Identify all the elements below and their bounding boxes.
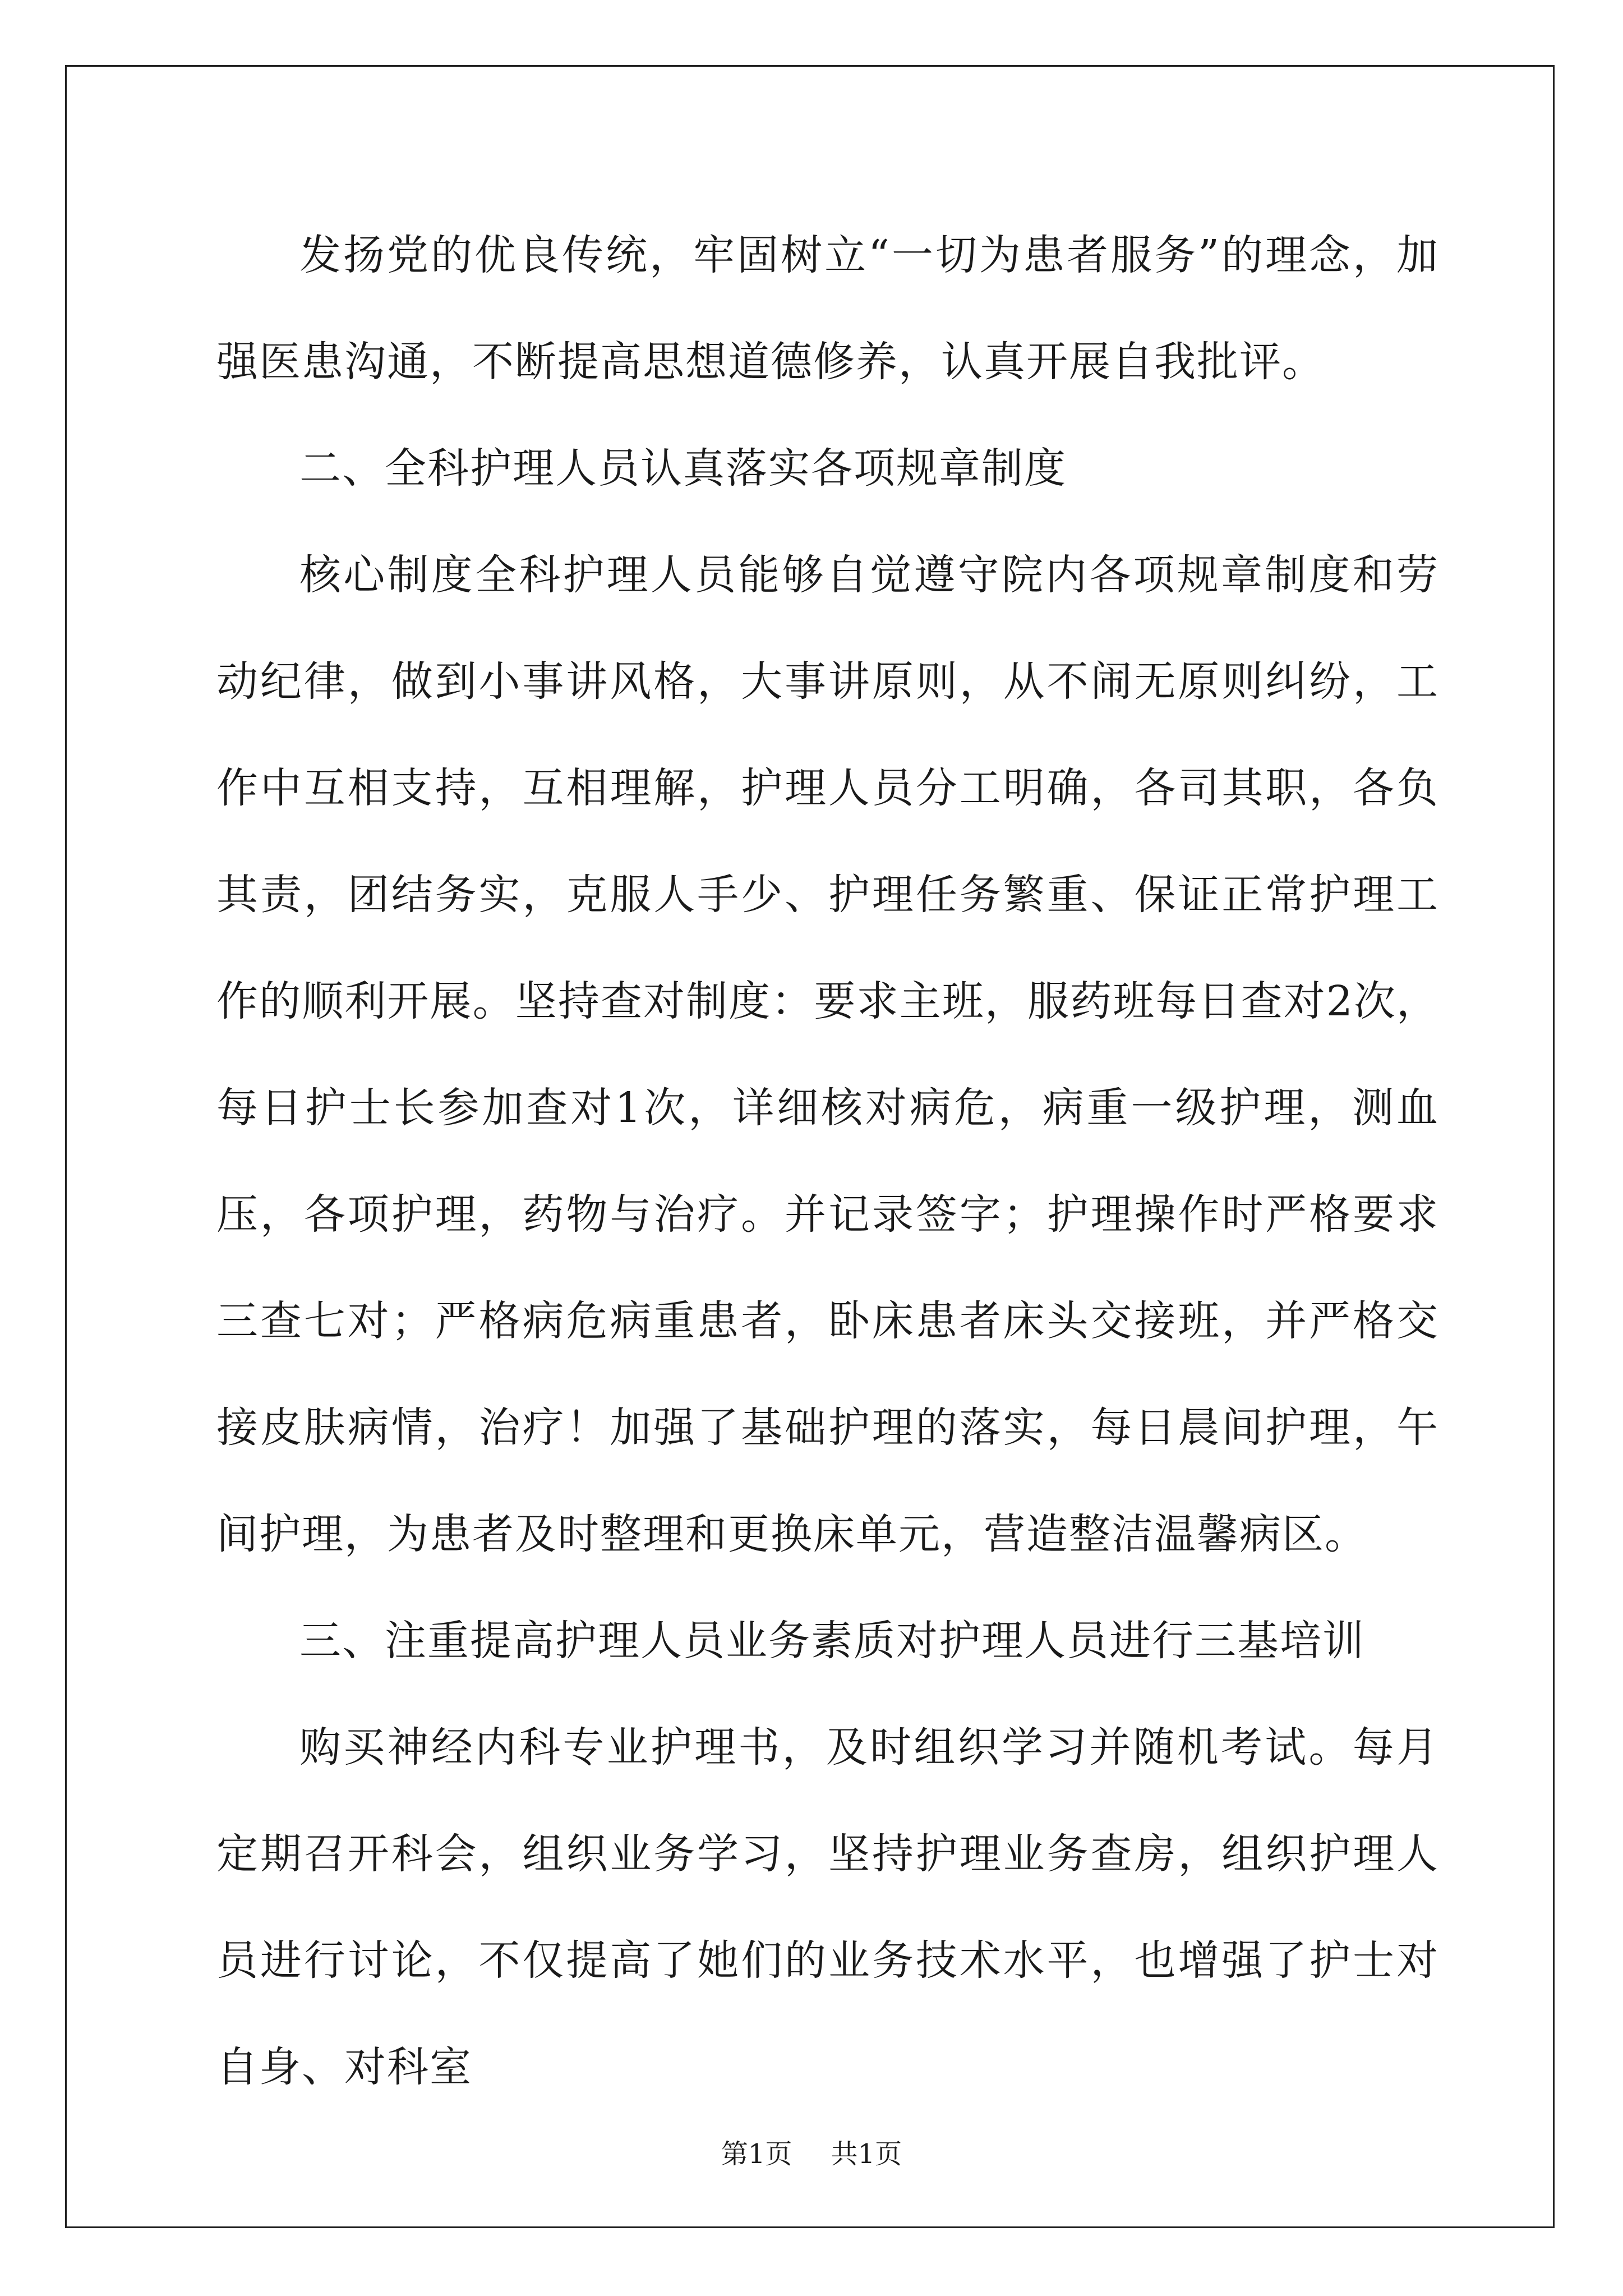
page-number: 第1页	[721, 2138, 792, 2170]
paragraph-intro: 发扬党的优良传统，牢固树立“一切为患者服务”的理念，加强医患沟通，不断提高思想道德修养，认真开展自我批评。	[216, 231, 1439, 386]
section-heading-2: 二、全科护理人员认真落实各项规章制度	[299, 444, 1067, 493]
document-body	[216, 202, 1439, 2120]
paragraph-training: 购买神经内科专业护理书，及时组织学习并随机考试。每月定期召开科会，组织业务学习，坚持护理业务查房，组织护理人员进行讨论，不仅提高了她们的业务技术水平，也增强了护士对自身、对科室	[216, 1723, 1439, 2091]
page-total: 共1页	[831, 2138, 902, 2170]
section-heading-3: 三、注重提高护理人员业务素质对护理人员进行三基培训	[299, 1617, 1365, 1665]
paragraph-core-system: 核心制度全科护理人员能够自觉遵守院内各项规章制度和劳动纪律，做到小事讲风格，大事讲原则，从不闹无原则纠纷，工作中互相支持，互相理解，护理人员分工明确，各司其职，各负其责，团结务实，克服人手少、护理任务繁重、保证正常护理工作的顺利开展。坚持查对制度：要求主班，服药班每日查对2次，每日护士长参加查对1次，详细核对病危，病重一级护理，测血压，各项护理，药物与治疗。并记录签字；护理操作时严格要求三查七对；严格病危病重患者，卧床患者床头交接班，并严格交接皮肤病情，治疗！加强了基础护理的落实，每日晨间护理，午间护理，为患者及时整理和更换床单元，营造整洁温馨病区。	[216, 551, 1439, 1558]
page-footer	[0, 2137, 1623, 2171]
